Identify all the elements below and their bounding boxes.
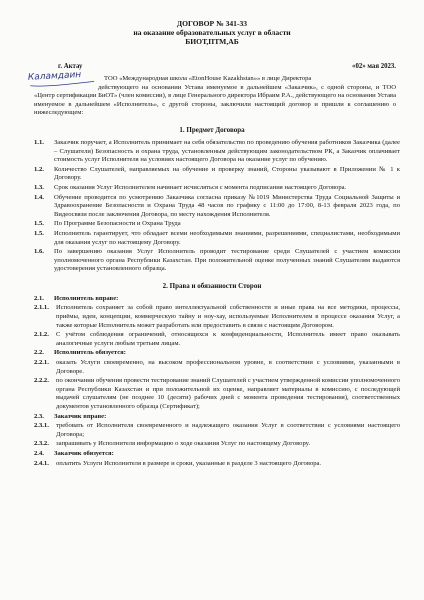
section-1-clauses xyxy=(34,139,400,274)
clause-text: Исполнитель вправе: xyxy=(54,294,119,302)
section-2-title: 2. Права и обязанности Сторон xyxy=(162,281,262,290)
clause-row xyxy=(34,248,400,274)
clause-text: Исполнитель гарантирует, что обладает всеми необходимыми знаниями, разрешениями, специалистами, необходимыми для оказания услуг по настоящему Договору. xyxy=(54,229,400,246)
clause-row xyxy=(34,304,400,330)
clause-row xyxy=(34,139,400,165)
contract-city: г. Актау xyxy=(58,63,83,70)
clause-number: 2.2.1. xyxy=(34,359,49,367)
clause-text: Исполнитель обязуется: xyxy=(54,349,126,357)
clause-text: по окончании обучения провести тестирование знаний Слушателей с участием утвержденной комиссии уполномоченного органа Республики Казахстан и при положительной их оценке, направляет материалы в комиссию, с последующей выдачей слушателям (не позднее 10 (десяти) рабочих дней с момента проведения тестирования), соответственных документов установленного образца (Сертификат); xyxy=(56,377,400,410)
intro-line-1: ТОО «Международная школа «EtonHouse Kazakhstan»» в лице Директора xyxy=(104,75,312,82)
clause-text: Исполнитель сохраняет за собой право интеллектуальной собственности и иные права на все методики, процессы, приёмы, идеи, концепции, коммерческую тайну и ноу-хау, используемые Исполнителем в процессе оказания Услуг, а также которые Исполнитель может разработать или предоставить в связи с настоящим Договором. xyxy=(56,304,400,329)
clause-number: 1.5. xyxy=(34,220,44,228)
clause-row xyxy=(34,413,400,422)
clause-number: 1.1. xyxy=(34,138,44,146)
clause-row xyxy=(34,460,400,469)
clause-number: 1.6. xyxy=(34,248,44,256)
clause-row xyxy=(34,194,400,220)
clause-text: По завершению оказания Услуг Исполнитель проводит тестирование среди Слушателей с участием комиссии уполномоченного органа Республики Казахстан. При положительной оценке полученных знаний Слушателям выдаются удостоверения установленного образца. xyxy=(54,248,400,273)
contract-subtitle: на оказание образовательных услуг в области xyxy=(133,28,291,37)
clause-row xyxy=(34,331,400,348)
clause-number: 2.1.2. xyxy=(34,331,49,339)
section-2-clauses xyxy=(34,295,400,468)
clause-text: Заказчик обязуется: xyxy=(54,449,114,457)
clause-number: 2.3. xyxy=(34,412,44,420)
clause-text: требовать от Исполнителя своевременного и надлежащего оказания Услуг в соответствии с условиями настоящего Договора; xyxy=(56,422,400,438)
clause-row xyxy=(34,377,400,411)
contract-topic: БИОТ,ПТМ,АБ xyxy=(185,37,239,46)
handwriting-text: Каламдаин xyxy=(27,70,82,83)
clause-row xyxy=(34,359,400,376)
clause-row xyxy=(34,184,400,193)
clause-number: 1.2. xyxy=(34,165,44,173)
clause-text: Количество Слушателей, направляемых на обучение и проверку знаний, Стороны указывают в Приложении № 1 к Договору. xyxy=(54,165,400,182)
clause-text: оказать Услуги своевременно, на высоком профессиональном уровне, в соответствии с условиями, указанными в Договоре. xyxy=(56,359,400,375)
section-1-title: 1. Предмет Договора xyxy=(179,125,245,134)
clause-number: 2.4.1. xyxy=(34,459,49,467)
clause-row xyxy=(34,295,400,304)
clause-text: Срок оказания Услуг Исполнителем начинает исчисляться с момента подписания настоящего Договора. xyxy=(54,183,347,191)
intro-line-2: действующего на основании Устава именуемое в дальнейшем «Заказчик», с одной стороны, и ТОО «Центр сертификации БиОТ» (член комиссии), в лице Генерального директора Ибраим Р.А., действующего на основании Устава именуемое в дальнейшем «Исполнитель», с другой стороны, заключили настоящий договор и пришли к соглашению о нижеследующем: xyxy=(34,83,396,117)
clause-number: 2.2. xyxy=(34,349,44,357)
clause-row xyxy=(34,220,400,229)
clause-number: 2.1.1. xyxy=(34,304,49,312)
clause-number: 2.3.2. xyxy=(34,440,49,448)
clause-number: 1.4. xyxy=(34,193,44,201)
clause-text: Заказчик поручает, а Исполнитель принимает на себя обязательство по проведению обучения работников Заказчика (далее – Слушатели) Безопасность и охрана труда, установленным действующим законодательством РК, а Заказчик оплачивает стоимость услуг Исполнителя на условиях настоящего Договора на оказание услуг по обучению. xyxy=(54,138,400,164)
contract-title: ДОГОВОР № 341-33 xyxy=(176,19,248,28)
contract-intro xyxy=(27,70,396,118)
contract-date: «02» мая 2023. xyxy=(352,63,396,70)
clause-row xyxy=(34,422,400,439)
clause-number: 2.1. xyxy=(34,294,44,302)
clause-number: 1.5. xyxy=(34,229,44,237)
clause-row xyxy=(34,166,400,183)
clause-row xyxy=(34,349,400,358)
clause-row xyxy=(34,450,400,459)
clause-row xyxy=(34,440,400,449)
clause-text: оплатить Услуги Исполнителя в размере и сроки, указанные в разделе 3 настоящего Договора. xyxy=(56,459,322,467)
clause-number: 1.3. xyxy=(34,183,44,191)
clause-text: С учётом соблюдения ограничений, относящихся к конфиденциальности, Исполнитель имеет право оказывать аналогичные услуги любым третьим лицам. xyxy=(56,331,400,347)
clause-text: По Программе Безопасности и Охрана Труда xyxy=(54,220,181,228)
clause-number: 2.2.2. xyxy=(34,377,49,385)
clause-text: Заказчик вправе: xyxy=(54,412,107,420)
clause-row xyxy=(34,230,400,247)
clause-text: Обучение проводится по усмотрению Заказчика согласна приказу №1019 Министерства Труда Социальной Защиты и Здравоохранение Безопасности и Охрана Труда 48 часов по графику с 11:00 до 17:00, 8-13 февраля 2023 года, по Видеосвязи после заключения Договора, по месту нахождения Исполнителя. xyxy=(54,193,400,218)
document-header xyxy=(0,0,424,46)
clause-number: 2.4. xyxy=(34,449,44,457)
clause-number: 2.3.1. xyxy=(34,422,49,430)
clause-text: запрашивать у Исполнителя информацию о ходе оказания Услуг по настоящему Договору. xyxy=(56,440,310,448)
